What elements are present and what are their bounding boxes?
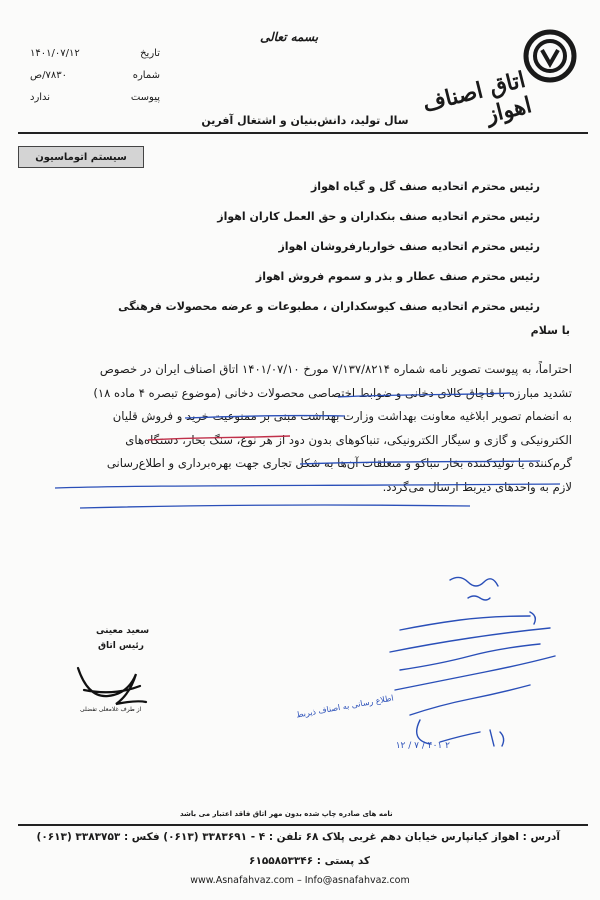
year-slogan: سال تولید، دانش‌بنیان و اشتغال آفرین xyxy=(201,114,409,127)
recipient-item: رئیس محترم اتحادیه صنف کیوسکداران ، مطبوعات و عرضه محصولات فرهنگی xyxy=(118,300,540,313)
signer-name: سعید معینی xyxy=(96,626,150,636)
number-label: شماره xyxy=(132,69,160,81)
date-label: تاریخ xyxy=(140,47,160,59)
date-value: ۱۴۰۱/۰۷/۱۲ xyxy=(30,47,80,59)
blue-underline xyxy=(80,505,470,508)
body-line: تشدید مبارزه با قاچاق کالای دخانی و ضوابط اختصاصی محصولات دخانی (موضوع تبصره ۴ ماده ۱۸) xyxy=(93,385,572,400)
org-name: اتاق اصناف اهواز xyxy=(420,66,535,129)
recipient-item: رئیس محترم صنف عطار و بذر و سموم فروش اهواز xyxy=(255,270,540,283)
blue-underline xyxy=(185,416,345,418)
recipient-item: رئیس محترم اتحادیه صنف خواربارفروشان اهواز xyxy=(278,240,540,253)
recipient-item: رئیس محترم اتحادیه صنف گل و گیاه اهواز xyxy=(310,180,540,193)
footer-address: آدرس : اهواز کیانپارس خیابان دهم غربی پلاک ۶۸ تلفن : ۴ - ۳۳۸۳۶۹۱ (۰۶۱۳) فکس : ۳۳۸۳۷۵۳ (۰۶۱۳) xyxy=(36,831,560,843)
body-line: الکترونیکی و گازی و سیگار الکترونیکی، تنباکوهای بدون دود از هر نوع، سنگ بخار، دستگاه‌های xyxy=(125,432,572,447)
signer-title: رئیس اتاق xyxy=(98,641,144,651)
body-line: احتراماً، به پیوست تصویر نامه شماره ۷/۱۳۷/۸۲۱۴ مورخ ۱۴۰۱/۰۷/۱۰ اتاق اصناف ایران در خصوص xyxy=(99,362,572,376)
handwritten-instruction: اطلاع رسانی به اصناف ذیربط xyxy=(295,693,395,720)
print-validity-note: نامه های صادره چاپ شده بدون مهر اتاق فاقد اعتبار می باشد xyxy=(180,810,393,818)
blue-underline xyxy=(338,393,510,397)
footer-web-email: www.Asnafahvaz.com – Info@asnafahvaz.com xyxy=(190,875,410,886)
red-underline xyxy=(148,436,290,440)
attachment-label: پیوست xyxy=(130,91,160,103)
body-line: لازم به واحدهای ذیربط ارسال می‌گردد. xyxy=(382,479,572,494)
signer-note: از طرف غلامعلی تفضلی xyxy=(80,706,142,713)
recipient-item: رئیس محترم اتحادیه صنف بنکداران و حق العمل کاران اهواز xyxy=(217,210,540,223)
signature-scribble xyxy=(70,650,150,710)
blue-underline xyxy=(300,461,540,464)
basmala: بسمه تعالی xyxy=(260,30,319,44)
greeting: با سلام xyxy=(530,324,570,337)
handwritten-referral xyxy=(295,570,580,770)
blue-underline xyxy=(55,484,560,488)
body-line: به انضمام تصویر ابلاغیه معاونت بهداشت وزارت بهداشت مبنی بر ممنوعیت خرید و فروش قلیان xyxy=(112,409,572,423)
handwritten-date: ۲ ۴۰۱ / ۷ / ۱۲ xyxy=(395,741,450,751)
footer-divider xyxy=(18,824,588,826)
department-tag: سیستم اتوماسیون xyxy=(18,146,144,168)
footer-postal-code: کد پستی : ۶۱۵۵۸۵۳۳۴۶ xyxy=(249,855,370,867)
attachment-value: ندارد xyxy=(30,91,51,103)
body-line: گرم‌کننده یا تولیدکننده بخار تنباکو و متعلقات آن‌ها به شکل تجاری جهت بهره‌برداری و اطلاع‌رسانی xyxy=(106,456,572,470)
number-value: ۷۸۳۰/ص xyxy=(30,69,67,81)
